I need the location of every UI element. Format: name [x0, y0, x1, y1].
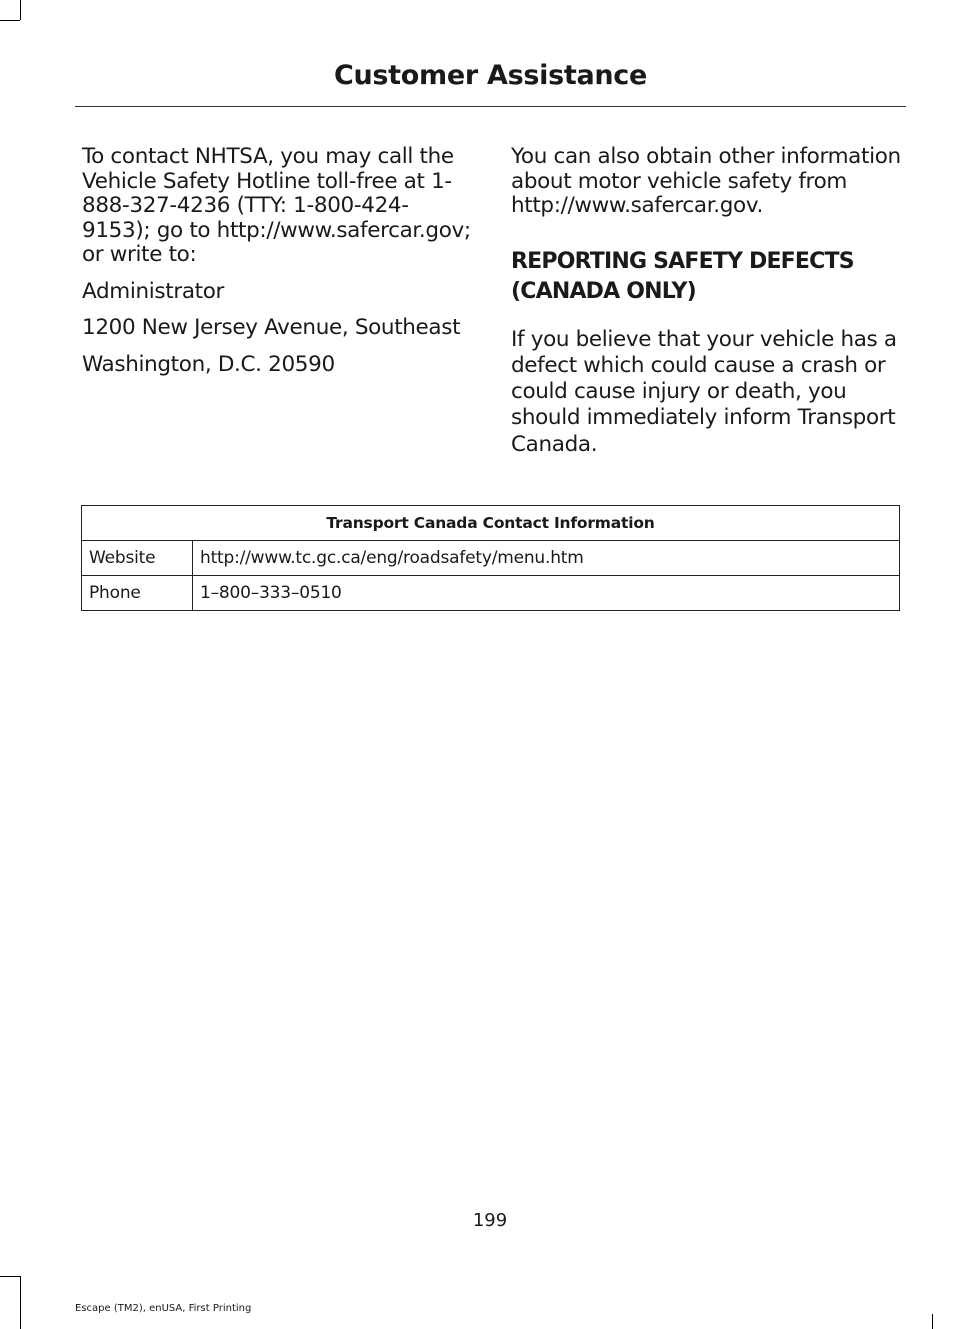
section-heading-reporting-defects: REPORTING SAFETY DEFECTS (CANADA ONLY): [511, 248, 854, 304]
transport-canada-contact-table: [81, 505, 900, 611]
defect-report-paragraph: If you believe that your vehicle has a defect which could cause a crash or could cause injury or death, you should immediately inform Transport Canada.: [511, 326, 897, 457]
address-line-administrator: Administrator: [82, 278, 225, 304]
nhtsa-contact-paragraph: To contact NHTSA, you may call the Vehicle Safety Hotline toll-free at 1-888-327-4236 (TTY: 1-800-424-9153); go to http://www.safercar.gov; or write to:: [82, 144, 471, 267]
page-title: Customer Assistance: [333, 60, 648, 91]
table-row: [82, 576, 900, 611]
table-title: Transport Canada Contact Information: [82, 506, 900, 541]
crop-mark: [0, 1276, 20, 1277]
row-value-phone: 1–800–333–0510: [193, 576, 900, 611]
row-label-phone: Phone: [82, 576, 193, 611]
crop-mark: [932, 1314, 933, 1329]
title-divider: [75, 106, 906, 107]
crop-mark: [20, 0, 21, 20]
table-header-row: [82, 506, 900, 541]
page-number: 199: [472, 1210, 508, 1231]
crop-mark: [20, 1276, 21, 1329]
address-line-city: Washington, D.C. 20590: [82, 351, 335, 377]
edition-footer: Escape (TM2), enUSA, First Printing: [75, 1303, 252, 1314]
row-label-website: Website: [82, 541, 193, 576]
safercar-info-paragraph: You can also obtain other information about motor vehicle safety from http://www.safercar.gov.: [511, 144, 901, 218]
left-column: [82, 145, 474, 389]
table-row: [82, 541, 900, 576]
address-line-street: 1200 New Jersey Avenue, Southeast: [82, 315, 461, 340]
crop-mark: [0, 20, 20, 21]
row-value-website: http://www.tc.gc.ca/eng/roadsafety/menu.htm: [193, 541, 900, 576]
right-column: [511, 145, 905, 470]
